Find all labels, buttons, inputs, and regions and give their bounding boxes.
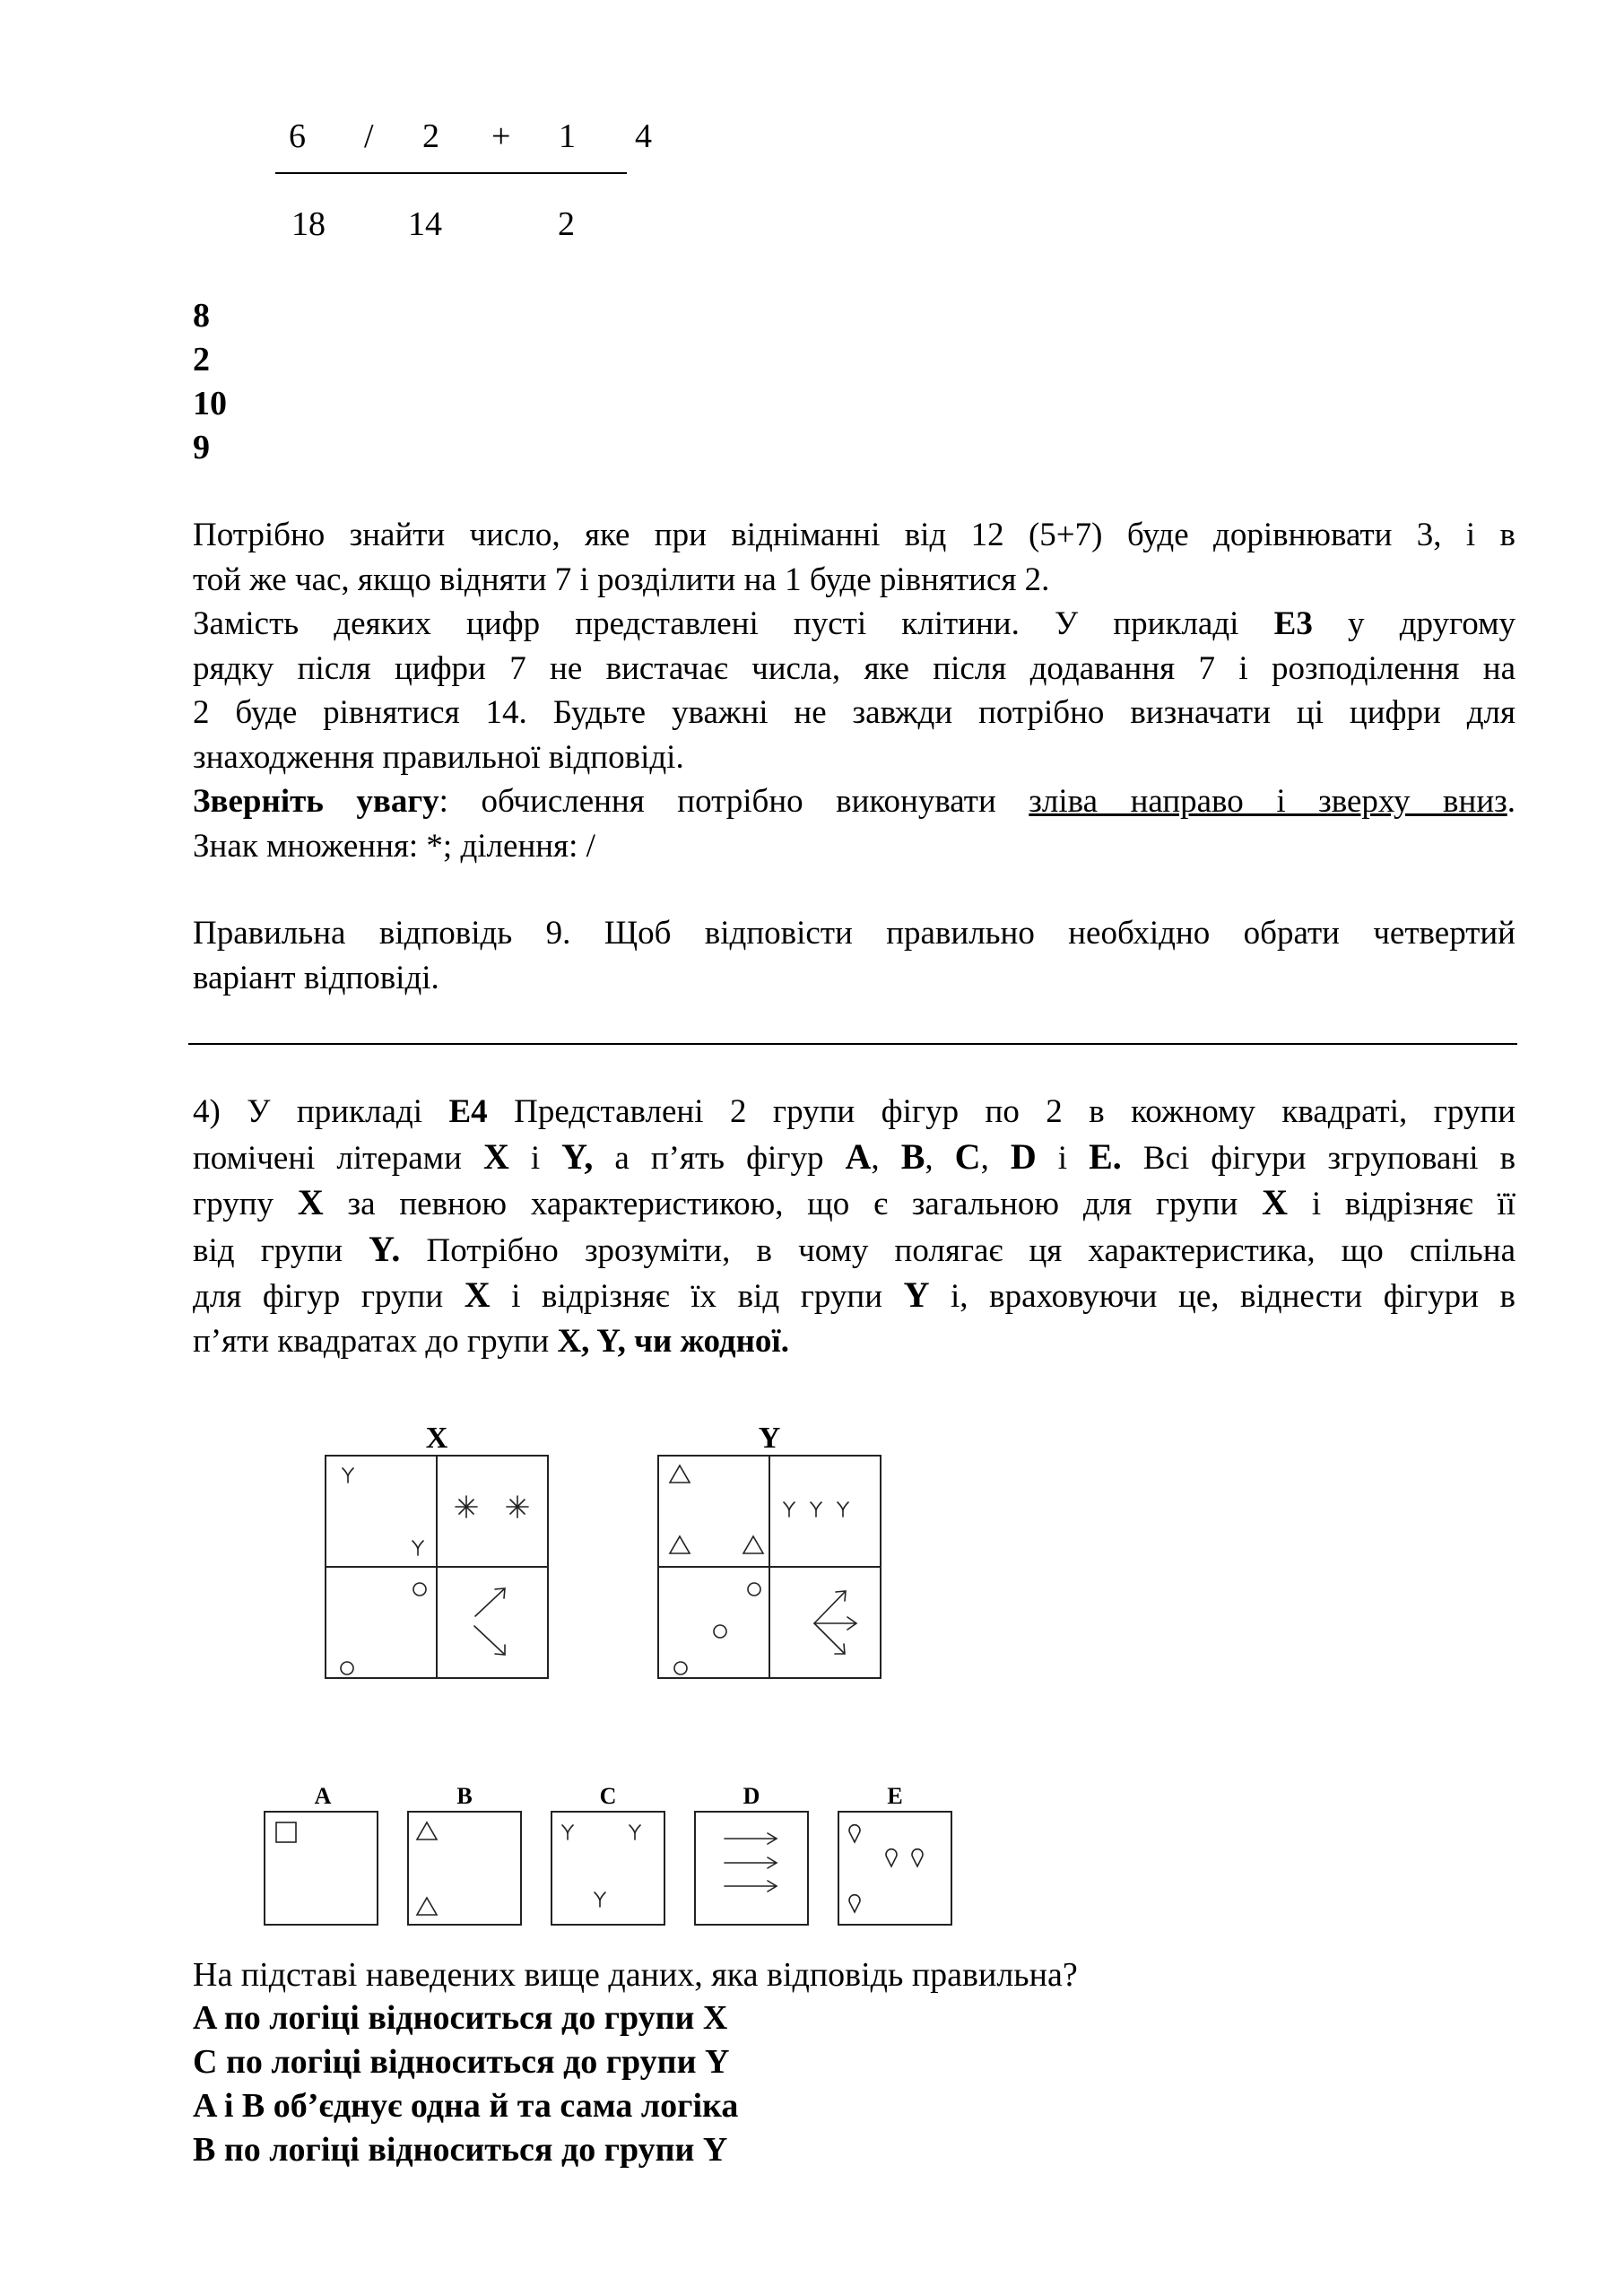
equation-divider	[275, 172, 627, 174]
option-label-b: B	[456, 1783, 473, 1809]
answer-option: A по логіці відноситься до групи X	[193, 1999, 728, 2037]
group-x-grid	[326, 1456, 548, 1678]
e3-answer	[193, 911, 1515, 1000]
e3-option: 8	[193, 297, 210, 335]
equation-top-row	[0, 117, 682, 161]
answer-option: A і B об’єднує одна й та сама логіка	[193, 2087, 739, 2125]
text-line: Замість деяких цифр представлені пусті клітини. У прикладі Е3 у другому	[193, 605, 1515, 642]
question-text: На підставі наведених вище даних, яка відповідь правильна?	[193, 1956, 1078, 1994]
group-x-shapes	[341, 1468, 528, 1674]
text-line: 4) У прикладі Е4 Представлені 2 групи фігур по 2 в кожному квадраті, групи	[193, 1093, 1515, 1130]
equation-term: 4	[635, 117, 652, 155]
section-divider	[188, 1043, 1517, 1045]
option-label-e: E	[887, 1783, 903, 1809]
text-line: Правильна відповідь 9. Щоб відповісти правильно необхідно обрати четвертий	[193, 915, 1515, 952]
equation-bottom-row	[0, 204, 682, 249]
text-line: той же час, якщо відняти 7 і розділити на 1 буде рівнятися 2.	[193, 561, 1050, 598]
e3-options-list	[193, 294, 227, 470]
equation-term: 2	[422, 117, 439, 155]
option-shapes	[276, 1822, 923, 1915]
e3-option: 9	[193, 429, 210, 466]
equation-result: 14	[408, 205, 442, 243]
answer-option: C по логіці відноситься до групи Y	[193, 2043, 730, 2081]
equation-operator: /	[364, 117, 374, 155]
equation-result: 2	[558, 205, 575, 243]
text-line: п’яти квадратах до групи X, Y, чи жодної.	[193, 1322, 789, 1360]
equation-operator: +	[491, 117, 511, 155]
text-line: від групи Y. Потрібно зрозуміти, в чому полягає ця характеристика, що спільна	[193, 1228, 1516, 1269]
text-line: помічені літерами X і Y, а п’ять фігур A, B, C, D і E. Всі фігури згруповані в	[193, 1135, 1516, 1177]
e3-option: 10	[193, 385, 227, 422]
text-line: варіант відповіді.	[193, 959, 439, 996]
option-box-c	[551, 1812, 664, 1925]
text-line: Потрібно знайти число, яке при відніманні від 12 (5+7) буде дорівнювати 3, і в	[193, 517, 1515, 553]
equation-term: 1	[559, 117, 576, 155]
group-x-label: X	[425, 1422, 448, 1455]
group-y-grid	[658, 1456, 881, 1678]
option-labels	[315, 1783, 903, 1809]
text-line: 2 буде рівнятися 14. Будьте уважні не завжди потрібно визначати ці цифри для	[193, 694, 1515, 731]
e3-explanation	[193, 513, 1515, 868]
option-box-e	[838, 1812, 951, 1925]
text-line: групу X за певною характеристикою, що є загальною для групи X і відрізняє її	[193, 1182, 1515, 1222]
option-box-d	[695, 1812, 808, 1925]
option-label-d: D	[743, 1783, 760, 1809]
section4-intro	[193, 1090, 1515, 1363]
e3-option: 2	[193, 341, 210, 378]
option-boxes	[265, 1812, 951, 1925]
equation-term: 6	[289, 117, 306, 155]
option-box-b	[408, 1812, 521, 1925]
option-label-c: C	[599, 1783, 617, 1809]
group-y-label: Y	[758, 1422, 781, 1455]
text-line: Зверніть увагу: обчислення потрібно виконувати зліва направо і зверху вниз.	[193, 783, 1515, 820]
option-box-a	[265, 1812, 378, 1925]
text-line: Знак множення: *; ділення: /	[193, 827, 595, 865]
text-line: знаходження правильної відповіді.	[193, 738, 684, 776]
e4-figure	[251, 1417, 968, 1937]
option-label-a: A	[314, 1783, 332, 1809]
text-line: рядку після цифри 7 не вистачає числа, яке після додавання 7 і розподілення на	[193, 649, 1515, 687]
equation-result: 18	[291, 205, 326, 243]
text-line: для фігур групи X і відрізняє їх від групи Y і, враховуючи це, віднести фігури в	[193, 1274, 1515, 1315]
answer-option: B по логіці відноситься до групи Y	[193, 2131, 728, 2169]
group-y-shapes	[670, 1465, 856, 1674]
